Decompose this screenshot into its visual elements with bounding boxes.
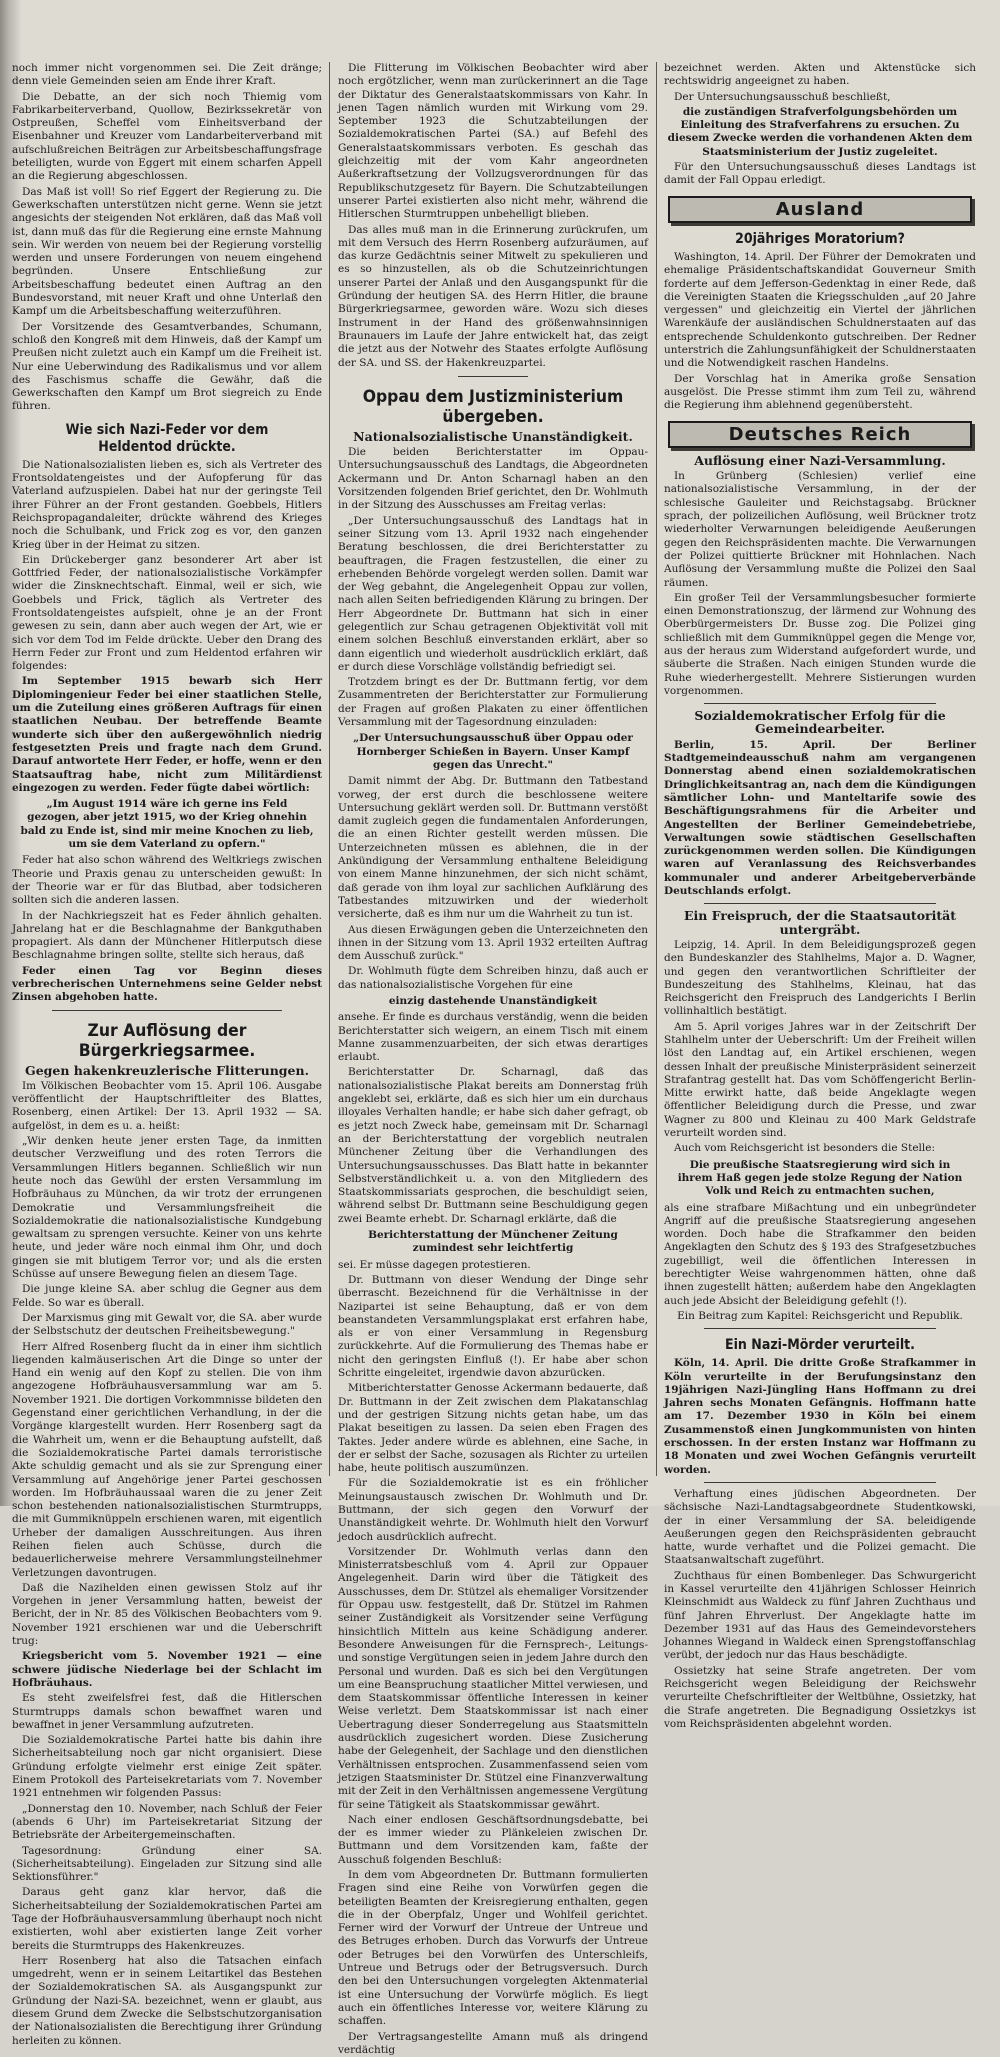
paragraph-bold: Berlin, 15. April. Der Berliner Stadtgemeindeausschuß nahm am vergangenen Donnerstag abend einen sozialdemokratischen Dringlichkeitsantrag an, nach dem die Kündigungen sämtlicher Lohn- und Manteltarife sowie des Beschäftigungsrahmens für die Arbeiter und Angestellten der Berliner Gemeindebetriebe, Verwaltungen sowie städtischen Gesellschaften zurückgenommen werden sollen. Die Kündigungen waren auf Veranlassung des Reichsverbandes kommunaler und anderer Arbeitgeberverbände Deutschlands erfolgt.	[664, 738, 976, 898]
paragraph: Feder hat also schon während des Weltkriegs zwischen Theorie und Praxis genau zu unterscheiden gewußt: In der Theorie war er für das Blutbad, aber todsicheren sollten sich die anderen lassen.	[12, 854, 322, 907]
paragraph: In dem vom Abgeordneten Dr. Buttmann formulierten Fragen sind eine Reihe von Vorwürfen gegen die beteiligten Beamten der Kreisregierung enthalten, gegen die in der Oberpfalz, Unger und Wohlfeil gerichtet. Ferner wird der Vorwurf der Untreue der Untreue und des Betruges erhoben. Durch das Vorwurfs der Untreue oder Betruges bei den Vorwürfen des Unterschleifs, Untreue und Betrugs oder der Betrugsversuch. Durch den bei den Untersuchungen vorgelegten Aktenmaterial ist eine Untersuchung der Vorwürfe möglich. Es liegt auch ein öffentliches Interesse vor, weitere Klärung zu schaffen.	[338, 1869, 648, 2028]
column-right	[664, 62, 976, 1730]
emphasis-line: Berichterstattung der Münchener Zeitung zumindest sehr leichtfertig	[368, 1229, 618, 1255]
paragraph: Der Vertragsangestellte Amann muß als dringend verdächtig	[338, 2030, 648, 2056]
emphasis-line: einzig dastehende Unanständigkeit	[388, 995, 598, 1007]
headline-nazi-versammlung: Auflösung einer Nazi-Versammlung.	[694, 452, 946, 468]
headline-moratorium: 20jähriges Moratorium?	[735, 230, 905, 247]
paragraph-bold: Köln, 14. April. Die dritte Große Strafkammer in Köln verurteilte in der Berufungsinstanz den 19jährigen Nazi-Jüngling Hans Hoffmann zu drei Jahren sechs Monaten Gefängnis. Hoffmann hatte am 17. Dezember 1930 in Köln bei einem Zusammenstoß einen Jungkommunisten von hinten erschossen. In der ersten Instanz war Hoffmann zu 18 Monaten und zwei Wochen Gefängnis verurteilt worden.	[664, 1357, 976, 1476]
paragraph: Es steht zweifelsfrei fest, daß die Hitlerschen Sturmtrupps damals schon bewaffnet waren und bewaffnet in jener Versammlung aufzutreten.	[12, 1692, 322, 1731]
headline-nazi-moerder: Ein Nazi-Mörder verurteilt.	[725, 1337, 915, 1354]
paragraph: Mitberichterstatter Genosse Ackermann bedauerte, daß Dr. Buttmann in der Zeit zwischen dem Plakatanschlag und der gestrigen Sitzung nichts getan habe, um das Plakat beseitigen zu lassen. Da seien eben Fragen des Taktes. Jeder andere würde es ablehnen, eine Sache, in der er selbst der Sache, sozusagen als Richter zu urteilen habe, heute politisch auszumünzen.	[338, 1382, 648, 1475]
headline-gemeindearbeiter: Sozialdemokratischer Erfolg für die Gemeindearbeiter.	[694, 708, 946, 737]
divider	[458, 376, 528, 377]
paragraph: Daraus geht ganz klar hervor, daß die Sicherheitsabteilung der Sozialdemokratischen Partei am Tage der Hofbräuhausversammlung überhaupt noch nicht existierten, wohl aber existierten lange Zeit vorher bereits die Sturmtrupps des Hakenkreuzes.	[12, 1886, 322, 1952]
paragraph: Die Sozialdemokratische Partei hatte bis dahin ihre Sicherheitsabteilung noch gar nicht organisiert. Diese Gründung erfolgte vielmehr erst einige Zeit später. Einem Protokoll des Parteisekretariats vom 7. November 1921 entnehmen wir folgenden Passus:	[12, 1734, 322, 1800]
paragraph: In der Nachkriegszeit hat es Feder ähnlich gehalten. Jahrelang hat er die Beschlagnahme der Bankguthaben propagiert. Als dann der Münchener Hitlerputsch diese Beschlagnahme bringen sollte, stellte sich heraus, daß	[12, 909, 322, 962]
paragraph: Das alles muß man in die Erinnerung zurückrufen, um mit dem Versuch des Herrn Rosenberg aufzuräumen, auf das kurze Gedächtnis seiner Mitwelt zu spekulieren und es so hinzustellen, als ob die Schutzeinrichtungen unserer Partei der Anlaß und den Ausgangspunkt für die Gründung der heutigen SA. des Herrn Hitler, die braune Bürgerkriegsarmee, geworden wäre. Wozu sich dieses Instrument in der Hand des größenwahnsinnigen Braunauers im Laufe der Jahre entwickelt hat, das zeigt die jetzt aus der Notwehr des Staates erfolgte Auflösung der SA. und SS. der Hakenkreuzpartei.	[338, 223, 648, 369]
headline-feder: Wie sich Nazi-Feder vor dem Heldentod drückte.	[65, 421, 269, 455]
column-rule	[656, 62, 657, 1476]
paragraph: Das Maß ist voll! So rief Eggert der Regierung zu. Die Gewerkschaften unterstützen nicht gerne. Wenn sie jetzt angesichts der steigenden Not erklären, daß das Maß voll ist, dann muß das für die Regierung eine ernste Mahnung sein. Wir werden von neuem bei der Regierung vorstellig werden und unsere Forderungen von neuem eingehend begründen. Unsere Entschließung zur Arbeitsbeschaffung bedeutet einen Auftrag an den Bundesvorstand, mit neuer Kraft und ohne Unterlaß den Kampf um die Arbeitsbeschaffung weiterzuführen.	[12, 185, 322, 318]
paragraph: Verhaftung eines jüdischen Abgeordneten. Der sächsische Nazi-Landtagsabgeordnete Studentkowski, der in einer Versammlung der SA. beleidigende Aeußerungen gegen den Reichspräsidenten gebraucht hatte, wurde verhaftet und die Polizei gemacht. Die Staatsanwaltschaft zugeführt.	[664, 1487, 976, 1567]
paragraph: Daß die Nazihelden einen gewissen Stolz auf ihr Vorgehen in jener Versammlung hatten, beweist der Bericht, der in Nr. 85 des Völkischen Beobachters vom 9. November 1921 erschienen war und die Ueberschrift trug:	[12, 1581, 322, 1648]
section-box-deutsches-reich: Deutsches Reich	[668, 421, 972, 448]
paragraph: Im Völkischen Beobachter vom 15. April 106. Ausgabe veröffentlicht der Hauptschriftleiter des Blattes, Rosenberg, einen Artikel: Der 13. April 1932 — SA. aufgelöst, in dem es u. a. heißt:	[12, 1079, 322, 1132]
paragraph: Der Marxismus ging mit Gewalt vor, die SA. aber wurde der Selbstschutz der deutschen Freiheitsbewegung."	[12, 1311, 322, 1338]
paragraph: „Der Untersuchungsausschuß des Landtags hat in seiner Sitzung vom 13. April 1932 nach eingehender Beratung beschlossen, die drei Berichterstatter zu beauftragen, die Fragen festzustellen, die einer zu erhebenden Behörde vorgelegt werden sollen. Damit war der Weg gebahnt, die Angelegenheit Oppau zur vollen, nach allen Seiten befriedigenden Klärung zu bringen. Der Herr Abgeordnete Dr. Buttmann hat sich in einer gelegentlich zur Schau getragenen Objektivität voll mit einem solchen Beschluß einverstanden erklärt, aber so dann eigentlich und wiederholt ausdrücklich erklärt, daß er durch diese Vorschläge vollständig befriedigt sei.	[338, 514, 648, 673]
paragraph-bold: Kriegsbericht vom 5. November 1921 — eine schwere jüdische Niederlage bei der Schlacht im Hofbräuhaus.	[12, 1650, 322, 1689]
paragraph: Auch vom Reichsgericht ist besonders die Stelle:	[674, 1142, 936, 1155]
paragraph: sei. Er müsse dagegen protestieren.	[338, 1258, 531, 1271]
paragraph: noch immer nicht vorgenommen sei. Die Zeit dränge; denn viele Gemeinden seien am Ende ihrer Kraft.	[12, 62, 322, 88]
paragraph: „Donnerstag den 10. November, nach Schluß der Feier (abends 6 Uhr) im Parteisekretariat Sitzung der Betriebsräte der Arbeitergemeinschaften.	[12, 1802, 322, 1842]
paragraph: Die beiden Berichterstatter im Oppau-Untersuchungsausschuß des Landtags, die Abgeordneten Ackermann und Dr. Anton Scharnagl haben an den Vorsitzenden folgenden Brief gerichtet, den Dr. Wohlmuth in der Sitzung des Ausschusses am Freitag verlas:	[338, 446, 648, 512]
divider	[52, 1010, 282, 1011]
paragraph: als eine strafbare Mißachtung und ein unbegründeter Angriff auf die preußische Staatsregierung angesehen worden. Doch habe die Strafkammer den beiden Angeklagten den Schutz des § 193 des Strafgesetzbuches zugebilligt, weil die öffentlichen Interessen in berechtigter Weise wahrgenommen hätten, ohne daß ihnen zugestellt hätten; außerdem habe den Angeklagten auch jede Absicht der Beleidigung gefehlt (!).	[664, 1201, 976, 1307]
paragraph: Für den Untersuchungsausschuß dieses Landtags ist damit der Fall Oppau erledigt.	[664, 161, 976, 187]
paragraph: In Grünberg (Schlesien) verlief eine nationalsozialistische Versammlung, in der der schlesische Gauleiter und Reichstagsabg. Brückner sprach, der polizeilichen Auflösung, weil Brückner trotz wiederholter Verwarnungen beleidigende Aeußerungen gegen den Reichspräsidenten machte. Die Verwarnungen der Polizei quittierte Brückner mit Hohnlachen. Nach Auflösung der Versammlung mußte die Polizei den Saal räumen.	[664, 470, 976, 589]
paragraph: Der Untersuchungsausschuß beschließt,	[674, 90, 891, 103]
paragraph: Ein Drückeberger ganz besonderer Art aber ist Gottfried Feder, der nationalsozialistische Vorkämpfer wider die Zinsknechtschaft. Einmal, weil er sich, wie Goebbels und Frick, täglich als Vertreter des Frontsoldatengeistes aufspielt, ohne je an der Front gewesen zu sein, dann aber auch wegen der Art, wie er sich vor dem Tod im Felde drückte. Ueber den Drang des Herrn Feder zur Front und zum Heldentod erfahren wir folgendes:	[12, 553, 322, 673]
paragraph: Tagesordnung: Gründung einer SA. (Sicherheitsabteilung). Eingeladen zur Sitzung sind alle Sektionsführer."	[12, 1844, 322, 1884]
paragraph: Herr Alfred Rosenberg flucht da in einer ihm sichtlich liegenden kalmäuserischen Art die Dinge so unter der Hand ein wenig auf den Kopf zu stellen. Die von ihm angezogene Hofbräuhausversammlung war am 5. November 1921. Die dortigen Vorkommnisse bildeten den Gegenstand einer gerichtlichen Verhandlung, in der die Vorgänge klargestellt wurden. Herr Rosenberg sagt da die Wahrheit um, wenn er die Behauptung aufstellt, daß die Sozialdemokratische Partei damals terroristische Akte schuldig gemacht und als sie zur Sprengung einer Versammlung auf Angehörige jener Partei geschossen worden. Im Hofbräuhaussaal waren die zu jener Zeit schon bestehenden nationalsozialistischen Sturmtrupps, die mit Gummiknüppeln erschienen waren, mit eigentlich Urheber der damaligen Ausschreitungen. Aus ihren Reihen fielen auch Schüsse, durch die bedauerlicherweise mehrere Versammlungsteilnehmer Verletzungen davontrugen.	[12, 1340, 322, 1579]
paragraph: Dr. Wohlmuth fügte dem Schreiben hinzu, daß auch er das nationalsozialistische Vorgehen für eine	[338, 965, 648, 991]
paragraph: Leipzig, 14. April. In dem Beleidigungsprozeß gegen den Bundeskanzler des Stahlhelms, Major a. D. Wagner, und gegen den verantwortlichen Schriftleiter der Bundeszeitung des Stahlhelms, Kleinau, hat das Reichsgericht den Freispruch des Landgerichts I Berlin vollinhaltlich bestätigt.	[664, 938, 976, 1018]
headline-freispruch: Ein Freispruch, der die Staatsautorität untergräbt.	[683, 908, 957, 937]
paragraph: Berichterstatter Dr. Scharnagl, daß das nationalsozialistische Plakat bereits am Donnerstag früh angeklebt sei, erklärte, daß es sich hier um ein durchaus illoyales Verhalten handle; er habe sich daher gefragt, ob es jetzt noch Zweck habe, gemeinsam mit Dr. Scharnagl an der Berichterstattung der vorgeblich neutralen Münchener Zeitung über die Verhandlungen des Untersuchungsausschusses. Das Blatt hatte in bekannter Selbstverständlichkeit u. a. von den Mitgliedern des Staatskommissariats gesprochen, die beschuldigt seien, während selbst Dr. Buttmann seine Beschuldigung gegen zwei Beamte erhebt. Dr. Scharnagl erklärte, daß die	[338, 1066, 648, 1225]
quote: „Im August 1914 wäre ich gerne ins Feld gezogen, aber jetzt 1915, wo der Krieg ohnehin bald zu Ende ist, sind mir meine Knochen zu lieb, um sie dem Vaterland zu opfern."	[20, 798, 314, 851]
column-rule	[329, 62, 330, 1476]
paragraph: Washington, 14. April. Der Führer der Demokraten und ehemalige Präsidentschaftskandidat Gouverneur Smith forderte auf dem Jefferson-Gedenktag in einer Rede, daß die Vereinigten Staaten die Kriegsschulden „auf 20 Jahre vergessen" und gleichzeitig ein Viertel der jährlichen Warenkäufe der ausländischen Schuldnerstaaten auf das entsprechende Schuldenkonto gutschreiben. Der Redner unterstrich die Zahlungsunfähigkeit der Schuldnerstaaten und die Notwendigkeit raschen Handelns.	[664, 250, 976, 370]
paragraph: Die junge kleine SA. aber schlug die Gegner aus dem Felde. So war es überall.	[12, 1283, 322, 1309]
column-middle	[338, 62, 648, 2056]
paragraph: Für die Sozialdemokratie ist es ein fröhlicher Meinungsaustausch zwischen Dr. Wohlmuth und Dr. Buttmann, der sich gegen den Vorwurf der Unanständigkeit wehrte. Dr. Wohlmuth hielt den Vorwurf jedoch ausdrücklich aufrecht.	[338, 1477, 648, 1543]
paragraph: Die Nationalsozialisten lieben es, sich als Vertreter des Frontsoldatengeistes und der Aufopferung für das Vaterland aufzuspielen. Dabei hat nur der geringste Teil ihrer Führer an der Front gestanden. Goebbels, Hitlers Reichspropagandaleiter, drückte während des Krieges noch die Schulbank, und Frick zog es vor, den ganzen Krieg über in der Heimat zu sitzen.	[12, 458, 322, 551]
paragraph: Vorsitzender Dr. Wohlmuth verlas dann den Ministerratsbeschluß vom 4. April zur Oppauer Angelegenheit. Darin wird über die Tätigkeit des Ausschusses, dem Dr. Stützel als ehemaliger Vorsitzender für Oppau usw. festgestellt, daß Dr. Stützel im Rahmen seiner Zuständigkeit als Vorsitzender seine Verfügung hinsichtlich Mitteln aus keine Schädigung anderer. Besondere Anweisungen für die Fernsprech-, Leitungs- und sonstige Vergütungen seien in jedem Jahre durch den Personal und wurden. Daß es sich bei den Vergütungen um eine Beanspruchung staatlicher Mittel verwiesen, und dem Staatskommissar öffentliche Interessen in keiner Weise verletzt. Dem Staatskommissar ist nach einer Uebertragung dieser Sonderregelung aus Staatsmitteln ausdrücklich zugesichert worden. Diese Zusicherung habe der Gelegenheit, der Sachlage und den dienstlichen Verhältnissen entsprochen. Zusammenfassend seien vom jetzigen Staatsminister Dr. Stützel eine Finanzverwaltung mit der Zeit in den Verhältnissen angemessene Vergütung für seine Tätigkeit als Staatskommissar gewährt.	[338, 1545, 648, 1811]
paragraph: ansehe. Er finde es durchaus verständig, wenn die beiden Berichterstatter sich weigern, an einem Tisch mit einem Manne zusammenzuarbeiten, der sich etwas derartiges erlaubt.	[338, 1011, 648, 1064]
paragraph-bold: Im September 1915 bewarb sich Herr Diplomingenieur Feder bei einer staatlichen Stelle, um die Zuteilung eines größeren Auftrags für einen staatlichen Neubau. Der betreffende Beamte wunderte sich über den außergewöhnlich niedrig festgesetzten Preis und fragte nach dem Grund. Darauf antwortete Herr Feder, er hoffe, wenn er den Staatsauftrag habe, nicht zum Militärdienst eingezogen zu werden. Feder fügte dabei wörtlich:	[12, 675, 322, 794]
quote: „Der Untersuchungsausschuß über Oppau oder Hornberger Schießen in Bayern. Unser Kampf gegen das Unrecht."	[353, 732, 633, 771]
paragraph: Ein großer Teil der Versammlungsbesucher formierte einen Demonstrationszug, der lärmend zur Wohnung des Oberbürgermeisters Dr. Busse zog. Die Polizei ging schließlich mit dem Gummiknüppel gegen die Menge vor, aus der heraus zum Widerstand aufgefordert wurde, und säuberte die Straßen. Nach einigen Stunden wurde die Ruhe wiederhergestellt. Mehrere Sistierungen wurden vorgenommen.	[664, 591, 976, 697]
divider	[704, 1328, 936, 1329]
note: Ein Beitrag zum Kapitel: Reichsgericht und Republik.	[677, 1309, 963, 1322]
subheadline: Nationalsozialistische Unanständigkeit.	[353, 428, 633, 444]
paragraph-bold: Feder einen Tag vor Beginn dieses verbrecherischen Unternehmens seine Gelder nebst Zinsen abgehoben hatte.	[12, 964, 322, 1004]
paragraph: Zuchthaus für einen Bombenleger. Das Schwurgericht in Kassel verurteilte den 41jährigen Schlosser Heinrich Kleinschmidt aus Waldeck zu fünf Jahren Zuchthaus und fünf Jahren Ehrverlust. Der Angeklagte hatte im Dezember 1931 auf das Haus des Gemeindevorstehers Johannes Wiegand in Waldeck einen Sprengstoffanschlag verübt, der jedoch nur das Haus beschädigte.	[664, 1569, 976, 1662]
paragraph-bold: die zuständigen Strafverfolgungsbehörden um Einleitung des Strafverfahrens zu ersuchen. Zu diesem Zwecke werden die vorhandenen Akten dem Staatsministerium der Justiz zugeleitet.	[667, 105, 973, 158]
quote: Die preußische Staatsregierung wird sich in ihrem Haß gegen jede stolze Regung der Nation Volk und Reich zu entmachten suchen,	[677, 1158, 963, 1198]
paragraph: Aus diesen Erwägungen geben die Unterzeichneten den ihnen in der Sitzung vom 13. April 1932 erteilten Auftrag dem Ausschuß zurück."	[338, 923, 648, 963]
paragraph: Herr Rosenberg hat also die Tatsachen einfach umgedreht, wenn er in seinem Leitartikel das Bestehen der Sozialdemokratischen SA. als Ausgangspunkt zur Gründung der Nazi-SA. bezeichnet, wenn er glaubt, aus diesem Grund dem Zwecke die Selbstschutzorganisation der Nationalsozialisten die Berechtigung ihrer Gründung herleiten zu können.	[12, 1954, 322, 2047]
column-left	[12, 62, 322, 2047]
paragraph: Am 5. April voriges Jahres war in der Zeitschrift Der Stahlhelm unter der Ueberschrift: Um der Freiheit willen löst den Landtag auf, ein Artikel erschienen, wegen dessen Inhalt der preußische Ministerpräsident seinerzeit Strafantrag gestellt hat. Das vom Schöffengericht Berlin-Mitte erwirkt hatte, daß beide Angeklagte wegen öffentlicher Beleidigung durch die Presse, und zwar Wagner zu 800 und Kleinau zu 400 Mark Geldstrafe verurteilt worden sind.	[664, 1020, 976, 1140]
paragraph: Nach einer endlosen Geschäftsordnungsdebatte, bei der es immer wieder zu Plänkeleien zwischen Dr. Buttmann und dem Vorsitzenden kam, faßte der Ausschuß folgenden Beschluß:	[338, 1813, 648, 1866]
paragraph: Trotzdem bringt es der Dr. Buttmann fertig, vor dem Zusammentreten der Berichterstatter zur Formulierung der Fragen auf großen Plakaten zu einer öffentlichen Versammlung mit der Tagesordnung einzuladen:	[338, 676, 648, 729]
paragraph: Dr. Buttmann von dieser Wendung der Dinge sehr überrascht. Bezeichnend für die Verhältnisse in der Nazipartei ist seine Behauptung, daß er von dem beanstandeten Versammlungsplakat erst erfahren habe, als er von einer Versammlung in Regensburg zurückkehrte. Auf die Formulierung des Themas habe er nicht den geringsten Einfluß (!). Er habe aber schon Schritte eingeleitet, irgendwie davon abzurücken.	[338, 1273, 648, 1380]
headline-oppau: Oppau dem Justizministerium übergeben.	[362, 386, 624, 427]
paragraph: Der Vorschlag hat in Amerika große Sensation ausgelöst. Die Presse stimmt ihm zum Teil zu, während die Regierung ihm ablehnend gegenübersteht.	[664, 372, 976, 412]
paragraph: Die Flitterung im Völkischen Beobachter wird aber noch ergötzlicher, wenn man zurückerinnert an die Tage der Diktatur des Generalstaatskommissars von Kahr. In jenen Tagen nämlich wurden mit Wirkung vom 29. September 1923 die Schutzabteilungen der Sozialdemokratischen Partei (SA.) auf Befehl des Generalstaatskommissars verboten. Es geschah das gleichzeitig mit der vom Kahr angeordneten Außerkraftsetzung der Vollzugsverordnungen für das Republikschutzgesetz für Bayern. Die Schutzabteilungen unserer Partei existierten also nicht mehr, während die Hitlerschen Sturmtruppen unbehelligt blieben.	[338, 62, 648, 221]
paragraph: Der Vorsitzende des Gesamtverbandes, Schumann, schloß den Kongreß mit dem Hinweis, daß der Kampf um Preußen nicht zuletzt auch ein Kampf um die Freiheit ist. Nur eine Ueberwindung des Radikalismus und vor allem des Faschismus schaffe die Gewähr, daß die Gewerkschaften den Kampf um Brot siegreich zu Ende führen.	[12, 320, 322, 413]
divider	[704, 703, 936, 704]
divider	[704, 903, 936, 904]
paragraph: Die Debatte, an der sich noch Thiemig vom Fabrikarbeiterverband, Quollow, Bezirkssekretär von Ostpreußen, Scheffel vom Einheitsverband der Eisenbahner und Kreuzer vom Landarbeiterverband mit aufschlußreichen Beiträgen zur Arbeitsbeschaffungsfrage beteiligten, wurde von Eggert mit einem scharfen Appell an die Regierung abgeschlossen.	[12, 90, 322, 183]
section-box-ausland: Ausland	[668, 196, 972, 223]
headline-buergerkriegsarmee: Zur Auflösung der Bürgerkriegsarmee.	[78, 1020, 256, 1061]
divider	[704, 1482, 936, 1483]
paragraph: „Wir denken heute jener ersten Tage, da inmitten deutscher Verzweiflung und des roten Terrors die Versammlungen Hitlers begannen. Schließlich wir nun heute noch das Gewühl der ersten Versammlung im Hofbräuhaus zu München, da wir trotz der errungenen Demokratie und Versammlungsfreiheit die Sozialdemokratie die nationalsozialistische Kundgebung gewaltsam zu sprengen versuchte. Keiner von uns kehrte heute, und jeder wäre noch einmal ihm Ohr, und doch gingen sie mit blutigem Terror vor; und als die ersten Schüsse auf unsere Bewegung fielen an diesem Tage.	[12, 1135, 322, 1281]
subheadline: Gegen hakenkreuzlerische Flitterungen.	[25, 1062, 309, 1078]
paragraph: bezeichnet werden. Akten und Aktenstücke sich rechtswidrig angeeignet zu haben.	[664, 62, 976, 88]
paragraph: Damit nimmt der Abg. Dr. Buttmann den Tatbestand vorweg, der erst durch die beschlossene weitere Untersuchung geklärt werden soll. Dr. Buttmann verstößt damit zugleich gegen die fundamentalen Anforderungen, die an einen Richter gestellt werden müssen. Die Unterzeichneten müssen es ablehnen, die in der Ankündigung der Versammlung enthaltene Beleidigung von einem Manne hinzunehmen, der sich nicht schämt, daß gerade von ihm loyal zur sachlichen Aufklärung des Tatbestandes mitzuwirken und der wiederholt versicherte, daß es ihm nur um die Wahrheit zu tun ist.	[338, 775, 648, 921]
paragraph: Ossietzky hat seine Strafe angetreten. Der vom Reichsgericht wegen Beleidigung der Reichswehr verurteilte Chefschriftleiter der Weltbühne, Ossietzky, hat die Strafe angetreten. Die Begnadigung Ossietzkys ist vom Reichspräsidenten abgelehnt worden.	[664, 1664, 976, 1730]
